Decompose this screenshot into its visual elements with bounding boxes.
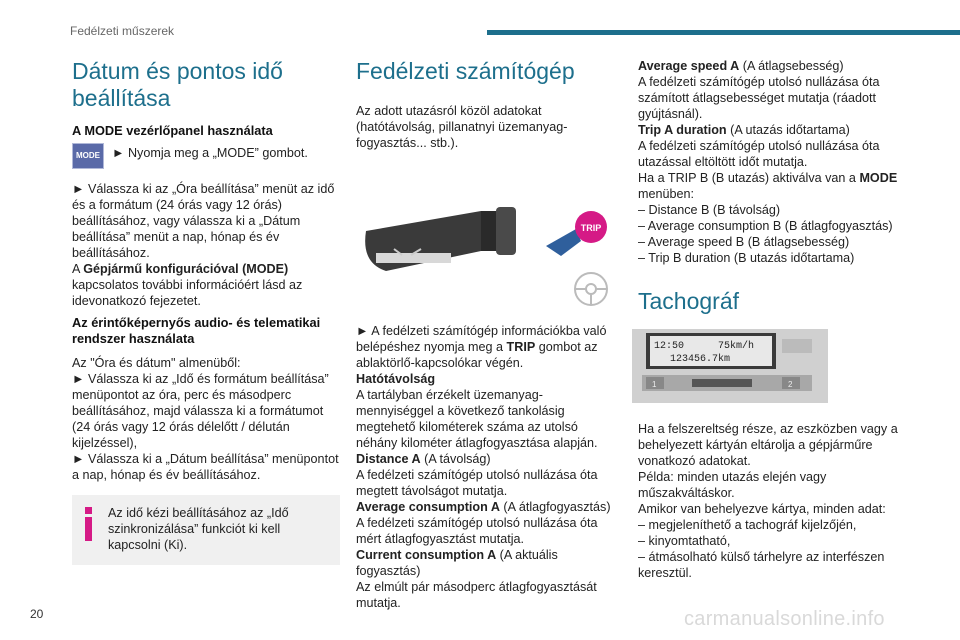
header-accent-bar: [487, 30, 960, 35]
mode-instruction: ► Válassza ki az „Óra beállítása” menüt az idő és a formátum (24 órás vagy 12 órás) beállításához, vagy válassza ki a „Dátum beállítása” menüt a nap, hónap és év beállításához.: [72, 182, 335, 260]
tachograph-svg: [632, 329, 828, 403]
tachograph-item: – átmásolható külső tárhelyre az interfészen keresztül.: [638, 550, 885, 580]
subheading-touchscreen: Az érintőképernyős audio- és telematikai rendszer használata: [72, 315, 321, 346]
svg-text:1: 1: [652, 380, 657, 389]
svg-text:123456.7km: 123456.7km: [670, 354, 731, 365]
trip-b-item: – Trip B duration (B utazás időtartama): [638, 251, 855, 265]
section-title-date-time: Dátum és pontos idő beállítása: [72, 58, 283, 111]
mode-button-icon: MODE: [72, 143, 104, 169]
mode-config-note: A Gépjármű konfigurációval (MODE) kapcsolatos további információért lásd az idevonatkozó fejezetet.: [72, 262, 303, 308]
range-heading: Hatótávolság: [356, 372, 436, 386]
svg-text:TRIP: TRIP: [580, 223, 602, 233]
tachograph-illustration: [632, 329, 828, 403]
avg-speed-a-heading: Average speed A (A átlagsebesség): [638, 59, 844, 73]
svg-text:75km/h: 75km/h: [718, 341, 755, 352]
trip-a-duration-heading: Trip A duration (A utazás időtartama): [638, 123, 850, 137]
trip-b-intro: Ha a TRIP B (B utazás) aktiválva van a MODE menüben:: [638, 171, 898, 201]
page-number: 20: [30, 607, 44, 621]
subheading-mode-panel: A MODE vezérlőpanel használata: [72, 123, 273, 138]
tachograph-text-2: Példa: minden utazás elején vagy műszakváltáskor.: [638, 470, 827, 500]
touch-step-time: ► Válassza ki az „Idő és formátum beállítása” menüpontot az óra, perc és másodperc beállításához, majd válassza ki a formátumot (24 órás vagy 12 órás délelőtt / délután kijelzéssel),: [72, 372, 329, 450]
trip-b-item: – Average speed B (B átlagsebesség): [638, 235, 850, 249]
avg-speed-a-text: A fedélzeti számítógép utolsó nullázása óta számított átlagsebességet mutatja (ráadott gyújtásnál).: [638, 75, 880, 121]
info-text: Az idő kézi beállításához az „Idő szinkronizálása” funkciót ki kell kapcsolni (Ki).: [108, 506, 289, 552]
trip-button-step: ► A fedélzeti számítógép információkba való belépéshez nyomja meg a TRIP gombot az ablaktörlő-kapcsolókar végén.: [356, 324, 607, 370]
trip-b-item: – Average consumption B (B átlagfogyasztás): [638, 219, 893, 233]
column-date-time: [72, 58, 340, 565]
running-header: Fedélzeti műszerek: [70, 24, 175, 38]
column-trip-b-tachograph: [638, 58, 922, 581]
touch-submenu: Az "Óra és dátum" almenüből:: [72, 356, 241, 370]
svg-text:12:50: 12:50: [654, 341, 685, 352]
distance-a-text: A fedélzeti számítógép utolsó nullázása óta megtett távolságot mutatja.: [356, 468, 598, 498]
tachograph-text-3: Amikor van behelyezve kártya, minden adat:: [638, 502, 886, 516]
trip-a-duration-text: A fedélzeti számítógép utolsó nullázása óta utazással eltöltött időt mutatja.: [638, 139, 880, 169]
wiper-stalk-illustration: [356, 171, 618, 311]
svg-text:2: 2: [788, 380, 793, 389]
tachograph-item: – kinyomtatható,: [638, 534, 731, 548]
column-trip-computer: [356, 58, 618, 611]
current-consumption-a-heading: Current consumption A (A aktuális fogyasztás): [356, 548, 558, 578]
tachograph-item: – megjeleníthető a tachográf kijelzőjén,: [638, 518, 857, 532]
wiper-stalk-svg: [356, 171, 618, 311]
info-icon: [84, 505, 94, 547]
watermark: carmanualsonline.info: [684, 608, 885, 630]
trip-b-item: – Distance B (B távolság): [638, 203, 781, 217]
mode-step-row: [72, 143, 340, 169]
info-box: [72, 495, 340, 565]
avg-consumption-a-text: A fedélzeti számítógép utolsó nullázása óta mért átlagfogyasztást mutatja.: [356, 516, 598, 546]
range-text: A tartályban érzékelt üzemanyag-mennyiséggel a következő tankolásig megtehető kilométerek száma az utolsó néhány kilométer átlagfogyasztása alapján.: [356, 388, 598, 450]
distance-a-heading: Distance A (A távolság): [356, 452, 491, 466]
mode-step-text: ► Nyomja meg a „MODE” gombot.: [112, 146, 308, 160]
touch-step-date: ► Válassza ki a „Dátum beállítása” menüpontot a nap, hónap és év beállításához.: [72, 452, 339, 482]
trip-intro: Az adott utazásról közöl adatokat (hatótávolság, pillanatnyi üzemanyag-fogyasztás... stb.).: [356, 104, 568, 150]
current-consumption-a-text: Az elmúlt pár másodperc átlagfogyasztását mutatja.: [356, 580, 597, 610]
section-title-tachograph: Tachográf: [638, 288, 740, 314]
avg-consumption-a-heading: Average consumption A (A átlagfogyasztás): [356, 500, 611, 514]
tachograph-text-1: Ha a felszereltség része, az eszközben vagy a behelyezett kártyán eltárolja a gépjárműre vonatkozó adatokat.: [638, 422, 898, 468]
section-title-trip-computer: Fedélzeti számítógép: [356, 58, 575, 84]
